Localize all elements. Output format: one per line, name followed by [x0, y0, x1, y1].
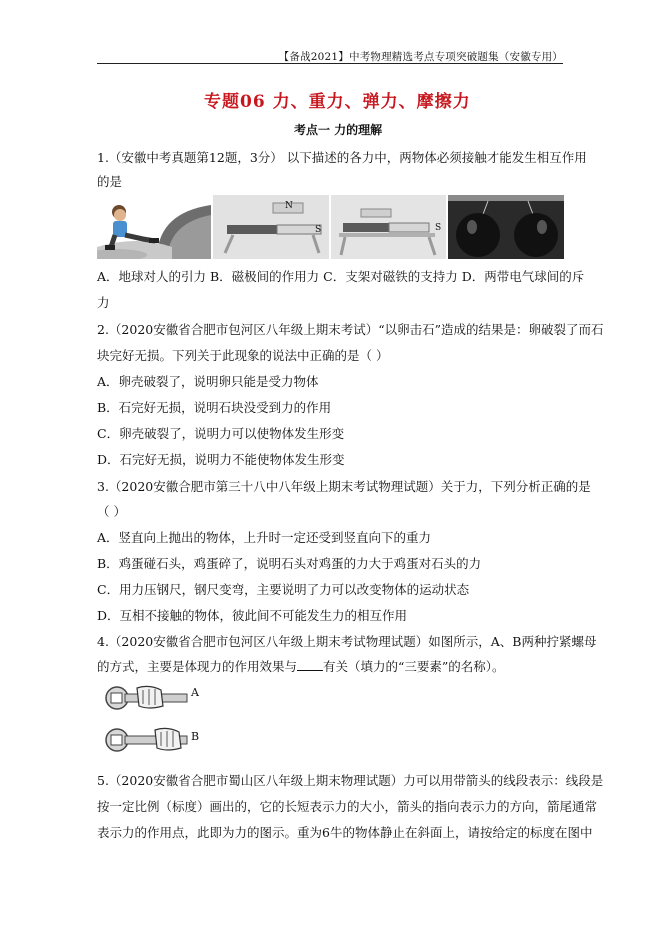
wrench-a-image: [103, 680, 223, 720]
q1-stem-line-2: 的是: [97, 174, 123, 189]
magnet-label-n: N: [285, 201, 293, 211]
q1-image-strip: [97, 195, 564, 259]
page-header: 【备战2021】中考物理精选考点专项突破题集（安徽专用）: [278, 51, 563, 63]
balloons-image: [448, 195, 564, 259]
q2-stem-line-1: 2.（2020安徽省合肥市包河区八年级上期末考试）“以卵击石”造成的结果是：卵破裂了而石: [97, 322, 604, 337]
header-divider: [97, 63, 563, 64]
q3-option-d: D．互相不接触的物体，彼此间不可能发生力的相互作用: [97, 608, 408, 623]
wrench-b-image: [103, 720, 223, 760]
q2-option-a: A．卵壳破裂了，说明卵只能是受力物体: [97, 374, 319, 389]
section-subtitle: 考点一 力的理解: [294, 123, 383, 137]
wrench-label-a: A: [191, 686, 199, 699]
q3-stem-line-1: 3.（2020安徽合肥市第三十八中八年级上期末考试物理试题）关于力，下列分析正确的是: [97, 479, 591, 494]
magnet-stand-image: [331, 195, 446, 259]
q4-stem-part-2: 有关（填力的“三要素”的名称）。: [323, 659, 505, 674]
q5-stem-line-3: 表示力的作用点，此即为力的图示。重为6牛的物体静止在斜面上，请按给定的标度在图中: [97, 825, 593, 840]
q2-option-d: D．石完好无损，说明力不能使物体发生形变: [97, 452, 345, 467]
q1-options-line-1: A．地球对人的引力 B．磁极间的作用力 C．支架对磁铁的支持力 D．两带电气球间的斥: [97, 269, 585, 284]
q3-stem-line-2: （ ）: [97, 504, 126, 519]
page-title: 专题06 力、重力、弹力、摩擦力: [204, 92, 471, 112]
q2-stem-line-2: 块完好无损。下列关于此现象的说法中正确的是（ ）: [97, 348, 389, 363]
q4-answer-blank: [297, 658, 323, 671]
stand-label-s: S: [435, 223, 442, 233]
q3-option-b: B．鸡蛋碰石头，鸡蛋碎了，说明石头对鸡蛋的力大于鸡蛋对石头的力: [97, 556, 482, 571]
q1-stem-line-1: 1.（安徽中考真题第12题，3分） 以下描述的各力中，两物体必须接触才能发生相互作用: [97, 150, 587, 165]
q3-option-a: A．竖直向上抛出的物体，上升时一定还受到竖直向下的重力: [97, 530, 432, 545]
q5-stem-line-2: 按一定比例（标度）画出的，它的长短表示力的大小，箭头的指向表示力的方向，箭尾通常: [97, 799, 598, 814]
q3-option-c: C．用力压钢尺，钢尺变弯，主要说明了力可以改变物体的运动状态: [97, 582, 470, 597]
q1-options-line-2: 力: [97, 295, 110, 310]
q2-option-b: B．石完好无损，说明石块没受到力的作用: [97, 400, 332, 415]
magnet-label-s: S: [315, 225, 322, 235]
q4-stem-line-1: 4.（2020安徽省合肥市包河区八年级上期末考试物理试题）如图所示，A、B两种拧紧螺母: [97, 634, 597, 649]
q4-stem-part-1: 的方式，主要是体现力的作用效果与: [97, 659, 298, 674]
wrench-label-b: B: [191, 730, 200, 743]
magnets-image: [213, 195, 329, 259]
q2-option-c: C．卵壳破裂了，说明力可以使物体发生形变: [97, 426, 345, 441]
boy-on-earth-image: [97, 195, 211, 259]
q5-stem-line-1: 5.（2020安徽省合肥市蜀山区八年级上期末物理试题）力可以用带箭头的线段表示：线段是: [97, 773, 604, 788]
q4-stem-line-2: [97, 657, 505, 675]
